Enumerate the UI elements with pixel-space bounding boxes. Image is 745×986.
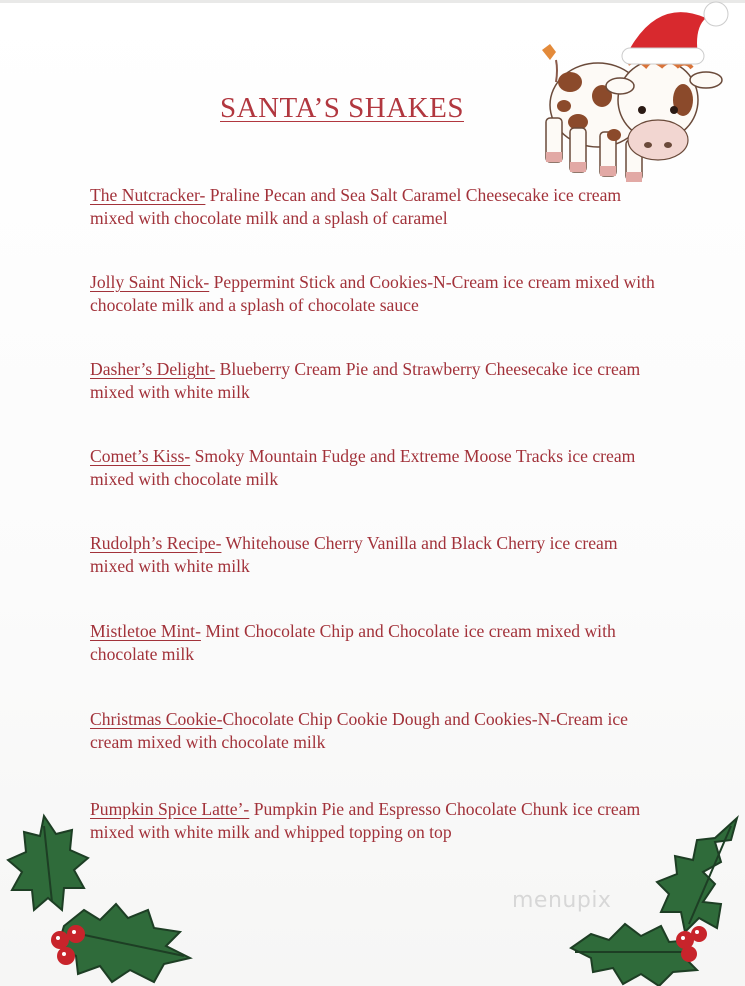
item-name: Rudolph’s Recipe- (90, 533, 222, 553)
item-description: Whitehouse Cherry Vanilla and Black Cherry ice cream mixed with white milk (90, 533, 618, 576)
list-item (90, 358, 665, 403)
list-item (90, 445, 665, 490)
list-item (90, 532, 665, 577)
holly-icon (4, 806, 204, 986)
list-item (90, 708, 665, 753)
item-name: Jolly Saint Nick- (90, 272, 210, 292)
item-name: Comet’s Kiss- (90, 446, 191, 466)
item-description: Praline Pecan and Sea Salt Caramel Cheesecake ice cream mixed with chocolate milk and a splash of caramel (90, 185, 622, 228)
list-item (90, 620, 665, 665)
list-item (90, 271, 665, 316)
item-description: Smoky Mountain Fudge and Extreme Moose Tracks ice cream mixed with chocolate milk (90, 446, 636, 489)
item-name: The Nutcracker- (90, 185, 206, 205)
watermark: menupix (512, 888, 612, 913)
item-name: Dasher’s Delight- (90, 359, 216, 379)
item-description: Mint Chocolate Chip and Chocolate ice cream mixed with chocolate milk (90, 621, 616, 664)
item-description: Chocolate Chip Cookie Dough and Cookies-N-Cream ice cream mixed with chocolate milk (90, 709, 628, 752)
list-item (90, 184, 665, 229)
item-description: Blueberry Cream Pie and Strawberry Cheesecake ice cream mixed with white milk (90, 359, 641, 402)
item-name: Christmas Cookie- (90, 709, 223, 729)
item-name: Mistletoe Mint- (90, 621, 201, 641)
item-description: Peppermint Stick and Cookies-N-Cream ice cream mixed with chocolate milk and a splash of chocolate sauce (90, 272, 655, 315)
item-description: Pumpkin Pie and Espresso Chocolate Chunk ice cream mixed with white milk and whipped topping on top (90, 799, 641, 842)
item-name: Pumpkin Spice Latte’- (90, 799, 250, 819)
menu-title: SANTA’S SHAKES (220, 92, 464, 124)
